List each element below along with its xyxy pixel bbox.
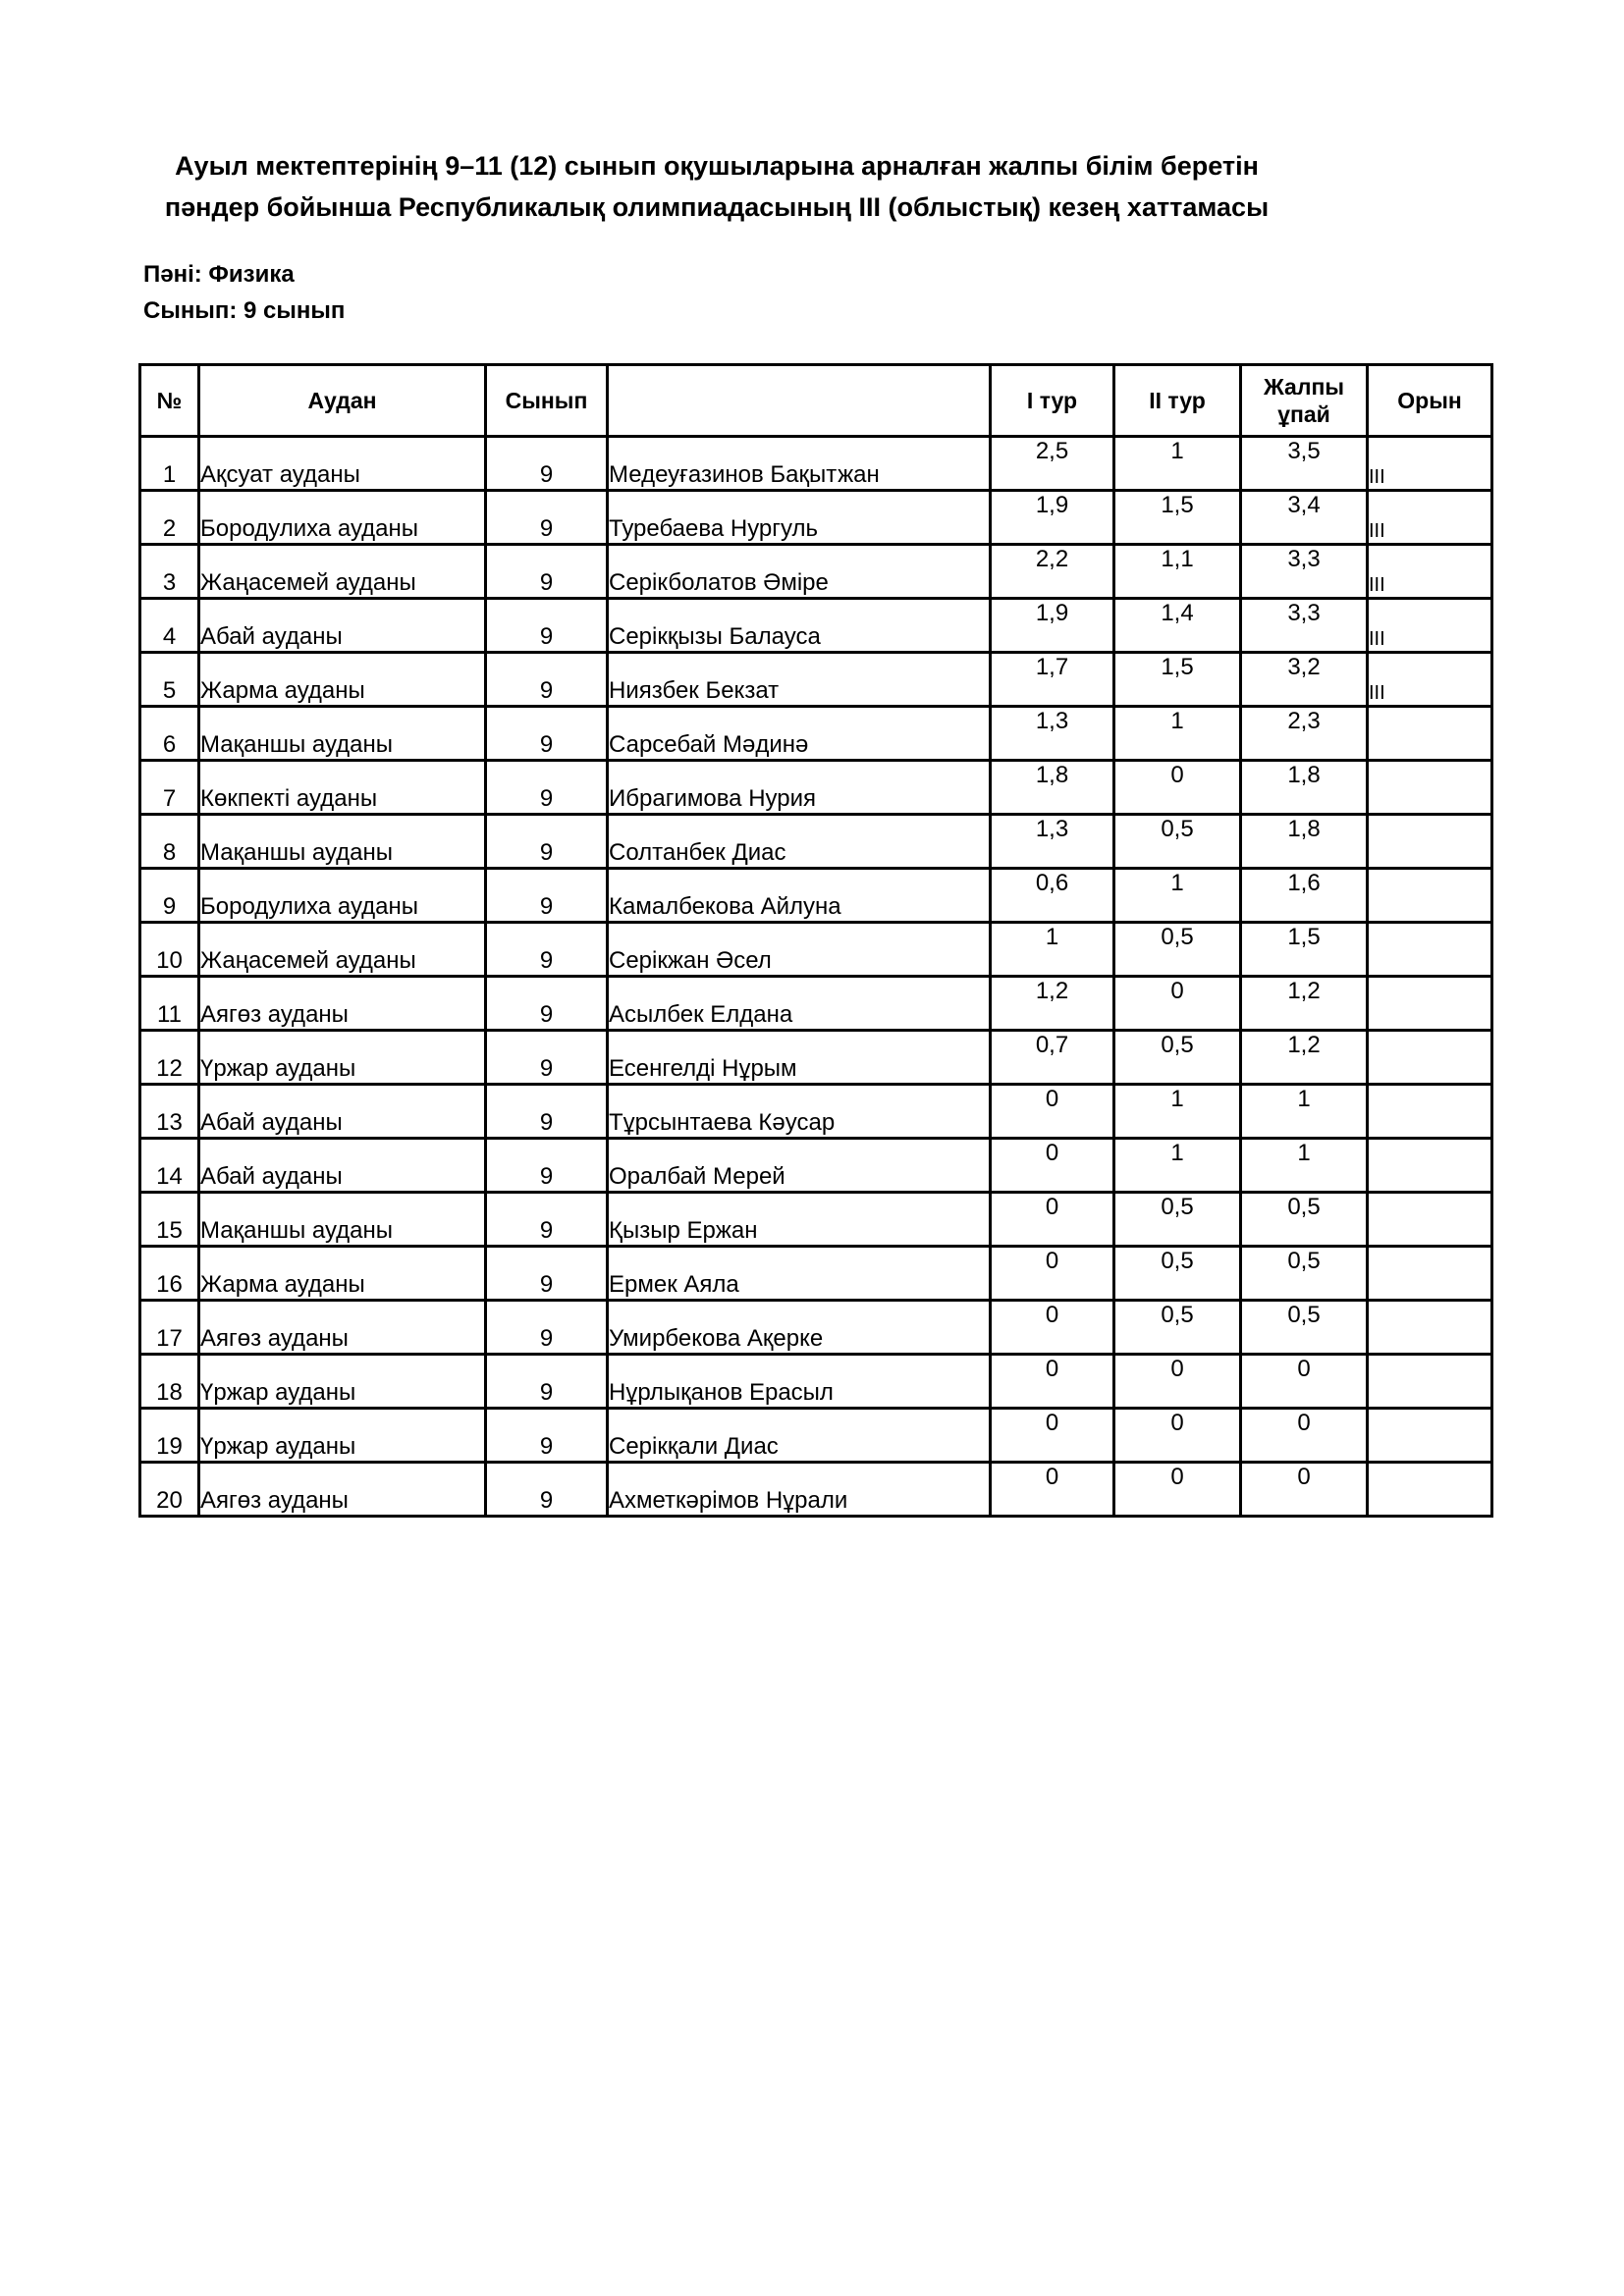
cell-district: Үржар ауданы — [199, 1409, 486, 1463]
cell-round1: 0 — [991, 1139, 1114, 1193]
cell-name: Тұрсынтаева Кәусар — [608, 1085, 991, 1139]
cell-name: Серікболатов Әміре — [608, 545, 991, 599]
cell-round2: 0,5 — [1114, 923, 1241, 977]
cell-district: Аягөз ауданы — [199, 1301, 486, 1355]
cell-round2: 0,5 — [1114, 1031, 1241, 1085]
table-row — [140, 491, 1492, 545]
cell-name: Медеуғазинов Бақытжан — [608, 437, 991, 491]
cell-grade: 9 — [486, 437, 608, 491]
cell-grade: 9 — [486, 1247, 608, 1301]
cell-district: Көкпекті ауданы — [199, 761, 486, 815]
results-table — [138, 363, 1493, 1518]
table-row — [140, 707, 1492, 761]
cell-total: 3,3 — [1241, 545, 1368, 599]
cell-place — [1368, 1085, 1492, 1139]
table-row — [140, 761, 1492, 815]
cell-grade: 9 — [486, 815, 608, 869]
cell-round2: 1,1 — [1114, 545, 1241, 599]
cell-total: 3,2 — [1241, 653, 1368, 707]
cell-round1: 1,8 — [991, 761, 1114, 815]
header-district: Аудан — [199, 365, 486, 437]
cell-round2: 0,5 — [1114, 1301, 1241, 1355]
cell-round2: 0 — [1114, 1463, 1241, 1517]
cell-round1: 1,2 — [991, 977, 1114, 1031]
table-row — [140, 1463, 1492, 1517]
cell-num: 20 — [140, 1463, 199, 1517]
grade-label: Сынып: 9 сынып — [143, 297, 346, 324]
cell-grade: 9 — [486, 923, 608, 977]
cell-num: 7 — [140, 761, 199, 815]
cell-grade: 9 — [486, 1409, 608, 1463]
table-row — [140, 815, 1492, 869]
cell-district: Мақаншы ауданы — [199, 1193, 486, 1247]
title-line-1: Ауыл мектептерінің 9–11 (12) сынып оқушыларына арналған жалпы білім беретін — [175, 151, 1259, 181]
cell-total: 1 — [1241, 1139, 1368, 1193]
cell-num: 16 — [140, 1247, 199, 1301]
cell-total: 3,3 — [1241, 599, 1368, 653]
cell-total: 1,6 — [1241, 869, 1368, 923]
cell-name: Серікқали Диас — [608, 1409, 991, 1463]
header-num: № — [140, 365, 199, 437]
header-grade: Сынып — [486, 365, 608, 437]
cell-district: Аягөз ауданы — [199, 1463, 486, 1517]
cell-round2: 1 — [1114, 869, 1241, 923]
cell-place — [1368, 869, 1492, 923]
cell-round2: 0 — [1114, 1409, 1241, 1463]
table-row — [140, 869, 1492, 923]
cell-round1: 0,6 — [991, 869, 1114, 923]
cell-round1: 2,2 — [991, 545, 1114, 599]
cell-name: Нұрлықанов Ерасыл — [608, 1355, 991, 1409]
cell-total: 2,3 — [1241, 707, 1368, 761]
table-row — [140, 1085, 1492, 1139]
cell-grade: 9 — [486, 1355, 608, 1409]
cell-round2: 0 — [1114, 1355, 1241, 1409]
cell-place — [1368, 977, 1492, 1031]
cell-name: Солтанбек Диас — [608, 815, 991, 869]
cell-place — [1368, 707, 1492, 761]
cell-round1: 1,9 — [991, 491, 1114, 545]
header-total-line1: Жалпы — [1263, 374, 1344, 400]
cell-total: 0 — [1241, 1463, 1368, 1517]
cell-total: 0 — [1241, 1355, 1368, 1409]
cell-round1: 2,5 — [991, 437, 1114, 491]
cell-district: Жарма ауданы — [199, 1247, 486, 1301]
table-row — [140, 437, 1492, 491]
cell-num: 9 — [140, 869, 199, 923]
cell-district: Жарма ауданы — [199, 653, 486, 707]
cell-place — [1368, 1301, 1492, 1355]
cell-total: 0,5 — [1241, 1193, 1368, 1247]
cell-total: 0,5 — [1241, 1301, 1368, 1355]
cell-place — [1368, 1139, 1492, 1193]
cell-grade: 9 — [486, 1301, 608, 1355]
cell-district: Абай ауданы — [199, 1139, 486, 1193]
cell-round2: 1 — [1114, 1139, 1241, 1193]
title-line-2: пәндер бойынша Республикалық олимпиадасының ІІІ (облыстық) кезең хаттамасы — [164, 192, 1270, 222]
cell-num: 2 — [140, 491, 199, 545]
cell-district: Үржар ауданы — [199, 1031, 486, 1085]
cell-round1: 0 — [991, 1247, 1114, 1301]
cell-place: ІІІ — [1368, 491, 1492, 545]
cell-round2: 0 — [1114, 977, 1241, 1031]
cell-district: Абай ауданы — [199, 599, 486, 653]
cell-num: 13 — [140, 1085, 199, 1139]
cell-round2: 1,5 — [1114, 491, 1241, 545]
cell-round1: 0 — [991, 1301, 1114, 1355]
cell-name: Туребаева Нургуль — [608, 491, 991, 545]
cell-name: Асылбек Елдана — [608, 977, 991, 1031]
cell-num: 8 — [140, 815, 199, 869]
cell-round2: 1 — [1114, 1085, 1241, 1139]
cell-total: 1,8 — [1241, 761, 1368, 815]
cell-round2: 0 — [1114, 761, 1241, 815]
cell-total: 1 — [1241, 1085, 1368, 1139]
cell-num: 4 — [140, 599, 199, 653]
table-row — [140, 1409, 1492, 1463]
cell-round2: 1 — [1114, 707, 1241, 761]
cell-name: Сарсебай Мәдинә — [608, 707, 991, 761]
cell-grade: 9 — [486, 491, 608, 545]
cell-num: 14 — [140, 1139, 199, 1193]
cell-name: Серікжан Әсел — [608, 923, 991, 977]
cell-place — [1368, 1193, 1492, 1247]
cell-round2: 1 — [1114, 437, 1241, 491]
cell-round1: 1,3 — [991, 707, 1114, 761]
cell-grade: 9 — [486, 1463, 608, 1517]
cell-round2: 0,5 — [1114, 1193, 1241, 1247]
cell-num: 3 — [140, 545, 199, 599]
header-total-line2: ұпай — [1277, 401, 1330, 427]
cell-district: Бородулиха ауданы — [199, 491, 486, 545]
cell-name: Камалбекова Айлуна — [608, 869, 991, 923]
cell-name: Оралбай Мерей — [608, 1139, 991, 1193]
cell-name: Есенгелді Нұрым — [608, 1031, 991, 1085]
cell-name: Ахметкәрімов Нұрали — [608, 1463, 991, 1517]
cell-total: 1,2 — [1241, 977, 1368, 1031]
cell-total: 3,4 — [1241, 491, 1368, 545]
cell-num: 5 — [140, 653, 199, 707]
table-row — [140, 1301, 1492, 1355]
cell-total: 1,5 — [1241, 923, 1368, 977]
cell-place — [1368, 815, 1492, 869]
subject-label: Пәні: Физика — [143, 261, 295, 288]
cell-round1: 0 — [991, 1463, 1114, 1517]
header-round1: І тур — [991, 365, 1114, 437]
cell-num: 15 — [140, 1193, 199, 1247]
cell-round1: 1 — [991, 923, 1114, 977]
cell-grade: 9 — [486, 1139, 608, 1193]
cell-round2: 0,5 — [1114, 1247, 1241, 1301]
table-row — [140, 1355, 1492, 1409]
cell-place — [1368, 923, 1492, 977]
cell-total: 3,5 — [1241, 437, 1368, 491]
cell-district: Бородулиха ауданы — [199, 869, 486, 923]
cell-grade: 9 — [486, 761, 608, 815]
cell-name: Ибрагимова Нурия — [608, 761, 991, 815]
cell-district: Үржар ауданы — [199, 1355, 486, 1409]
cell-name: Қызыр Ержан — [608, 1193, 991, 1247]
cell-district: Жаңасемей ауданы — [199, 923, 486, 977]
table-row — [140, 1139, 1492, 1193]
cell-num: 19 — [140, 1409, 199, 1463]
cell-grade: 9 — [486, 545, 608, 599]
cell-place — [1368, 1355, 1492, 1409]
header-place: Орын — [1368, 365, 1492, 437]
cell-num: 10 — [140, 923, 199, 977]
cell-district: Мақаншы ауданы — [199, 815, 486, 869]
cell-round1: 1,3 — [991, 815, 1114, 869]
cell-num: 18 — [140, 1355, 199, 1409]
cell-district: Жаңасемей ауданы — [199, 545, 486, 599]
table-row — [140, 599, 1492, 653]
cell-grade: 9 — [486, 599, 608, 653]
cell-round1: 0 — [991, 1085, 1114, 1139]
header-total — [1241, 365, 1368, 437]
cell-place: ІІІ — [1368, 437, 1492, 491]
cell-round1: 1,9 — [991, 599, 1114, 653]
cell-name: Серікқызы Балауса — [608, 599, 991, 653]
cell-place — [1368, 1409, 1492, 1463]
cell-grade: 9 — [486, 1193, 608, 1247]
table-row — [140, 1031, 1492, 1085]
header-name — [608, 365, 991, 437]
cell-district: Ақсуат ауданы — [199, 437, 486, 491]
cell-district: Абай ауданы — [199, 1085, 486, 1139]
cell-total: 0,5 — [1241, 1247, 1368, 1301]
table-row — [140, 923, 1492, 977]
cell-round1: 1,7 — [991, 653, 1114, 707]
cell-round2: 1,5 — [1114, 653, 1241, 707]
cell-num: 17 — [140, 1301, 199, 1355]
table-row — [140, 977, 1492, 1031]
cell-total: 0 — [1241, 1409, 1368, 1463]
cell-num: 11 — [140, 977, 199, 1031]
cell-round1: 0 — [991, 1355, 1114, 1409]
cell-name: Ермек Аяла — [608, 1247, 991, 1301]
cell-grade: 9 — [486, 1085, 608, 1139]
table-row — [140, 1247, 1492, 1301]
table-header-row — [140, 365, 1492, 437]
cell-grade: 9 — [486, 653, 608, 707]
cell-place — [1368, 761, 1492, 815]
cell-round1: 0 — [991, 1193, 1114, 1247]
cell-place — [1368, 1031, 1492, 1085]
document-title — [98, 145, 1335, 228]
cell-round1: 0 — [991, 1409, 1114, 1463]
cell-place — [1368, 1463, 1492, 1517]
cell-place — [1368, 1247, 1492, 1301]
cell-district: Аягөз ауданы — [199, 977, 486, 1031]
cell-name: Умирбекова Ақерке — [608, 1301, 991, 1355]
cell-grade: 9 — [486, 707, 608, 761]
cell-num: 6 — [140, 707, 199, 761]
cell-grade: 9 — [486, 977, 608, 1031]
cell-round2: 0,5 — [1114, 815, 1241, 869]
cell-place: ІІІ — [1368, 545, 1492, 599]
cell-name: Ниязбек Бекзат — [608, 653, 991, 707]
table-row — [140, 545, 1492, 599]
cell-place: ІІІ — [1368, 653, 1492, 707]
header-round2: ІІ тур — [1114, 365, 1241, 437]
cell-round2: 1,4 — [1114, 599, 1241, 653]
cell-district: Мақаншы ауданы — [199, 707, 486, 761]
cell-total: 1,2 — [1241, 1031, 1368, 1085]
table-row — [140, 1193, 1492, 1247]
table-row — [140, 653, 1492, 707]
cell-num: 12 — [140, 1031, 199, 1085]
cell-place: ІІІ — [1368, 599, 1492, 653]
cell-num: 1 — [140, 437, 199, 491]
cell-grade: 9 — [486, 1031, 608, 1085]
cell-round1: 0,7 — [991, 1031, 1114, 1085]
cell-total: 1,8 — [1241, 815, 1368, 869]
cell-grade: 9 — [486, 869, 608, 923]
